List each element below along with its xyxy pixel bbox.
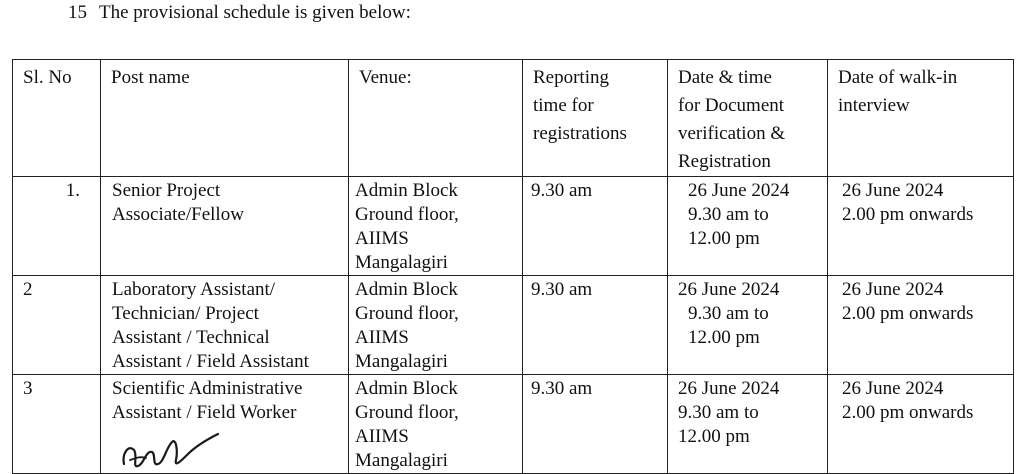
schedule-table — [12, 59, 1014, 474]
header-walk-in-date: Date of walk-in interview — [828, 60, 1014, 177]
cell-reporting-time: 9.30 am — [523, 177, 668, 276]
cell-doc-verification: 26 June 2024 9.30 am to 12.00 pm — [668, 276, 828, 375]
section-number: 15 — [68, 2, 87, 23]
cell-sl-no: 1. — [13, 177, 101, 276]
cell-reporting-time: 9.30 am — [523, 276, 668, 375]
header-post-name: Post name — [101, 60, 349, 177]
cell-walk-in: 26 June 2024 2.00 pm onwards — [828, 375, 1014, 474]
header-sl-no: Sl. No — [13, 60, 101, 177]
cell-post-name: Scientific Administrative Assistant / Field Worker — [101, 375, 349, 474]
header-venue: Venue: — [349, 60, 523, 177]
cell-sl-no: 2 — [13, 276, 101, 375]
cell-venue: Admin Block Ground floor, AIIMS Mangalagiri — [349, 177, 523, 276]
header-row — [13, 60, 1014, 177]
cell-post-name: Senior Project Associate/Fellow — [101, 177, 349, 276]
cell-reporting-time: 9.30 am — [523, 375, 668, 474]
header-document-verification: Date & time for Document verification & Registration — [668, 60, 828, 177]
cell-venue: Admin Block Ground floor, AIIMS Mangalagiri — [349, 276, 523, 375]
table-row — [13, 276, 1014, 375]
cell-walk-in: 26 June 2024 2.00 pm onwards — [828, 276, 1014, 375]
header-reporting-time: Reporting time for registrations — [523, 60, 668, 177]
table-row — [13, 177, 1014, 276]
section-title: The provisional schedule is given below: — [99, 2, 411, 23]
cell-doc-verification: 26 June 2024 9.30 am to 12.00 pm — [668, 177, 828, 276]
cell-sl-no: 3 — [13, 375, 101, 474]
cell-venue: Admin Block Ground floor, AIIMS Mangalagiri — [349, 375, 523, 474]
signature-mark — [118, 420, 228, 474]
cell-walk-in: 26 June 2024 2.00 pm onwards — [828, 177, 1014, 276]
section-heading — [68, 1, 411, 25]
cell-post-name: Laboratory Assistant/ Technician/ Project Assistant / Technical Assistant / Field Assistant — [101, 276, 349, 375]
cell-doc-verification: 26 June 2024 9.30 am to 12.00 pm — [668, 375, 828, 474]
